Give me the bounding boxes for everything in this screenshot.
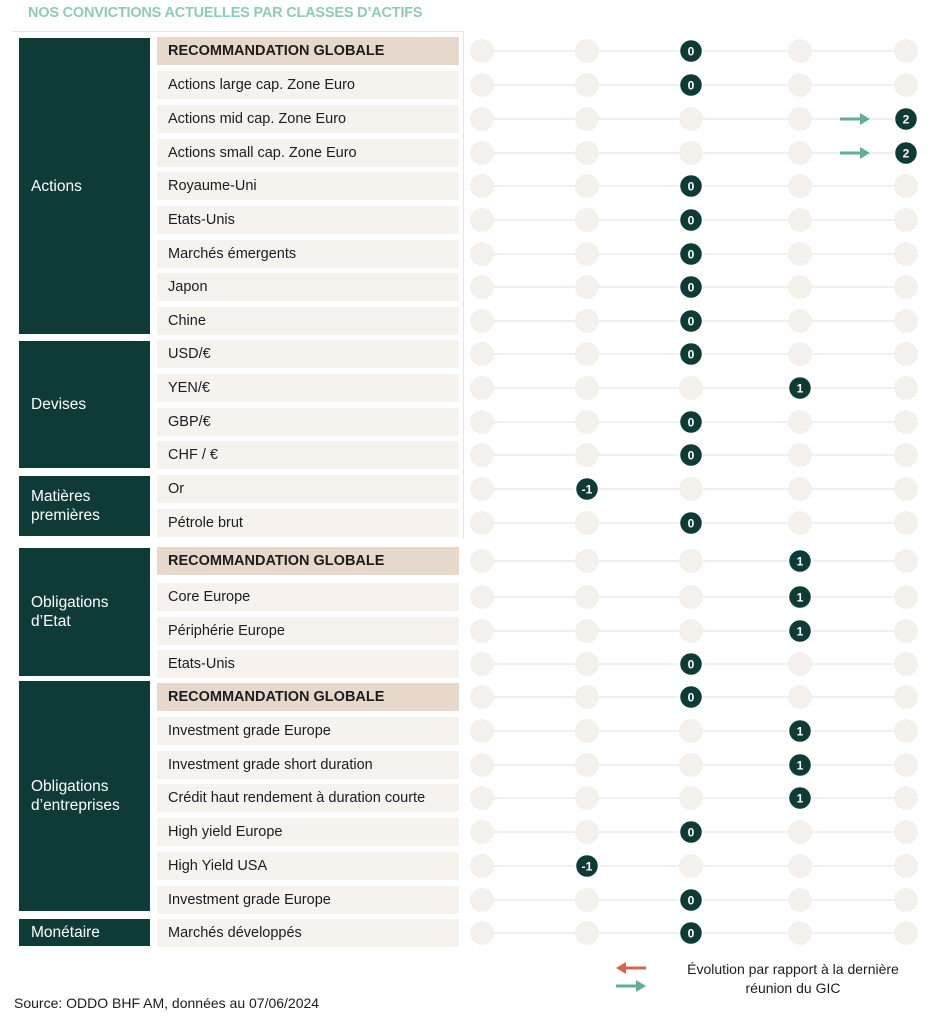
conviction-marker — [680, 512, 703, 535]
scale-slot — [471, 310, 494, 333]
category-label: Actions — [19, 38, 150, 334]
scale-slot — [576, 108, 599, 131]
conviction-marker — [789, 787, 812, 810]
grid-row — [471, 512, 918, 535]
category-label: Devises — [19, 341, 150, 468]
scale-slot — [576, 377, 599, 400]
scale-slot — [471, 209, 494, 232]
scale-slot — [895, 720, 918, 743]
scale-slot — [789, 209, 812, 232]
scale-slot — [895, 512, 918, 535]
conviction-marker — [680, 243, 703, 266]
scale-slot — [789, 653, 812, 676]
scale-slot — [789, 855, 812, 878]
scale-slot — [576, 922, 599, 945]
scale-slot — [789, 108, 812, 131]
scale-slot — [471, 889, 494, 912]
scale-slot — [471, 108, 494, 131]
conviction-marker — [680, 411, 703, 434]
scale-slot — [895, 787, 918, 810]
scale-slot — [576, 175, 599, 198]
scale-slot — [895, 922, 918, 945]
global-recommendation-row: RECOMMANDATION GLOBALE — [157, 547, 459, 575]
scale-slot — [471, 922, 494, 945]
scale-slot — [680, 550, 703, 573]
scale-slot — [789, 276, 812, 299]
conviction-marker — [895, 142, 918, 165]
scale-slot — [895, 243, 918, 266]
asset-row-label: Périphérie Europe — [157, 617, 459, 645]
scale-slot — [895, 411, 918, 434]
scale-slot — [576, 550, 599, 573]
asset-row-label: Etats-Unis — [157, 650, 459, 678]
asset-row-label: Actions small cap. Zone Euro — [157, 139, 459, 167]
asset-row-label: Investment grade Europe — [157, 886, 459, 914]
asset-row-label: Pétrole brut — [157, 509, 459, 537]
grid-row — [471, 550, 918, 573]
marker-value: 0 — [687, 347, 695, 362]
scale-slot — [895, 855, 918, 878]
marker-value: 0 — [687, 448, 695, 463]
conviction-marker — [680, 653, 703, 676]
scale-slot — [680, 620, 703, 643]
scale-slot — [789, 142, 812, 165]
scale-slot — [576, 74, 599, 97]
scale-slot — [576, 209, 599, 232]
marker-value: 0 — [687, 516, 695, 531]
asset-row-label: Etats-Unis — [157, 206, 459, 234]
scale-slot — [895, 550, 918, 573]
conviction-marker — [789, 620, 812, 643]
scale-slot — [680, 142, 703, 165]
grid-row — [471, 653, 918, 676]
arrow-head — [636, 980, 646, 992]
grid-row — [471, 889, 918, 912]
scale-slot — [680, 855, 703, 878]
scale-slot — [680, 754, 703, 777]
marker-value: 0 — [687, 825, 695, 840]
marker-value: 1 — [796, 554, 804, 569]
scale-slot — [471, 720, 494, 743]
scale-slot — [680, 787, 703, 810]
arrow-down-icon — [616, 962, 646, 974]
marker-value: 0 — [687, 893, 695, 908]
scale-slot — [576, 653, 599, 676]
marker-value: 0 — [687, 179, 695, 194]
scale-slot — [576, 40, 599, 63]
scale-slot — [471, 586, 494, 609]
grid-row — [471, 343, 918, 366]
arrow-head — [860, 113, 870, 125]
category-label: Obligations d’entreprises — [19, 681, 150, 911]
legend-arrows — [604, 958, 664, 998]
scale-slot — [471, 243, 494, 266]
scale-slot — [895, 40, 918, 63]
grid-row — [471, 720, 918, 743]
scale-slot — [471, 74, 494, 97]
asset-row-label: Royaume-Uni — [157, 172, 459, 200]
marker-value: 0 — [687, 247, 695, 262]
grid-row — [471, 586, 918, 609]
grid-row — [471, 922, 918, 945]
scale-slot — [680, 377, 703, 400]
scale-slot — [471, 550, 494, 573]
marker-value: 0 — [687, 78, 695, 93]
conviction-marker — [680, 922, 703, 945]
scale-slot — [576, 787, 599, 810]
scale-slot — [680, 478, 703, 501]
scale-slot — [789, 512, 812, 535]
marker-value: -1 — [581, 482, 593, 497]
scale-slot — [895, 310, 918, 333]
chart-title: NOS CONVICTIONS ACTUELLES PAR CLASSES D’ACTIFS — [28, 5, 423, 21]
marker-value: 1 — [796, 590, 804, 605]
marker-value: 0 — [687, 926, 695, 941]
asset-row-label: Crédit haut rendement à duration courte — [157, 784, 459, 812]
marker-value: 0 — [687, 314, 695, 329]
marker-value: 0 — [687, 415, 695, 430]
grid-row — [471, 209, 918, 232]
scale-slot — [471, 512, 494, 535]
asset-row-label: Core Europe — [157, 583, 459, 611]
scale-slot — [789, 821, 812, 844]
scale-slot — [789, 411, 812, 434]
grid-row — [471, 310, 918, 333]
scale-slot — [895, 377, 918, 400]
scale-slot — [471, 653, 494, 676]
scale-slot — [576, 411, 599, 434]
global-recommendation-row: RECOMMANDATION GLOBALE — [157, 37, 459, 65]
scale-slot — [576, 720, 599, 743]
scale-slot — [895, 74, 918, 97]
scale-slot — [680, 720, 703, 743]
scale-slot — [789, 343, 812, 366]
conviction-marker — [680, 821, 703, 844]
scale-slot — [895, 586, 918, 609]
marker-value: 1 — [796, 724, 804, 739]
marker-value: 0 — [687, 44, 695, 59]
scale-slot — [680, 586, 703, 609]
asset-row-label: Marchés émergents — [157, 240, 459, 268]
arrow-up-icon — [840, 147, 870, 159]
scale-slot — [471, 686, 494, 709]
scale-slot — [895, 653, 918, 676]
grid-row — [471, 276, 918, 299]
grid-row — [471, 821, 918, 844]
scale-slot — [576, 889, 599, 912]
scale-slot — [576, 243, 599, 266]
scale-slot — [576, 142, 599, 165]
scale-slot — [789, 40, 812, 63]
grid-row — [471, 175, 918, 198]
conviction-marker — [680, 276, 703, 299]
scale-slot — [576, 620, 599, 643]
scale-slot — [471, 754, 494, 777]
asset-row-label: Actions mid cap. Zone Euro — [157, 105, 459, 133]
scale-slot — [471, 821, 494, 844]
asset-row-label: Chine — [157, 307, 459, 335]
grid-row — [471, 411, 918, 434]
asset-row-label: GBP/€ — [157, 408, 459, 436]
grid-row — [471, 444, 918, 467]
arrow-head — [616, 962, 626, 974]
conviction-marker — [680, 74, 703, 97]
grid-row — [471, 377, 918, 400]
marker-value: 1 — [796, 758, 804, 773]
scale-slot — [576, 512, 599, 535]
scale-slot — [789, 74, 812, 97]
grid-row — [471, 40, 918, 63]
marker-value: 1 — [796, 791, 804, 806]
scale-slot — [471, 787, 494, 810]
source-note: Source: ODDO BHF AM, données au 07/06/2024 — [14, 995, 320, 1011]
asset-row-label: Investment grade short duration — [157, 751, 459, 779]
grid-row — [471, 855, 918, 878]
scale-slot — [789, 444, 812, 467]
arrow-head — [860, 147, 870, 159]
scale-slot — [471, 377, 494, 400]
scale-slot — [789, 478, 812, 501]
asset-row-label: USD/€ — [157, 340, 459, 368]
grid-row — [471, 478, 918, 501]
marker-value: 2 — [902, 146, 910, 161]
scale-slot — [471, 343, 494, 366]
conviction-marker — [680, 40, 703, 63]
scale-slot — [895, 276, 918, 299]
conviction-marker — [680, 686, 703, 709]
scale-slot — [895, 478, 918, 501]
marker-value: 0 — [687, 657, 695, 672]
category-label: Matières premières — [19, 476, 150, 536]
scale-slot — [895, 175, 918, 198]
asset-row-label: Investment grade Europe — [157, 717, 459, 745]
scale-slot — [471, 478, 494, 501]
arrow-up-icon — [616, 980, 646, 992]
scale-slot — [789, 922, 812, 945]
asset-row-label: Japon — [157, 273, 459, 301]
conviction-marker — [789, 720, 812, 743]
marker-value: -1 — [581, 859, 593, 874]
conviction-marker — [789, 754, 812, 777]
conviction-marker — [789, 377, 812, 400]
scale-slot — [576, 821, 599, 844]
scale-slot — [789, 243, 812, 266]
scale-slot — [895, 889, 918, 912]
conviction-marker — [680, 209, 703, 232]
asset-row-label: High yield Europe — [157, 818, 459, 846]
conviction-marker — [576, 855, 599, 878]
marker-value: 0 — [687, 213, 695, 228]
marker-value: 0 — [687, 690, 695, 705]
scale-slot — [895, 209, 918, 232]
category-label: Monétaire — [19, 919, 150, 946]
scale-slot — [471, 142, 494, 165]
legend-text: Évolution par rapport à la dernière réunion du GIC — [687, 961, 899, 996]
scale-slot — [895, 754, 918, 777]
scale-slot — [471, 444, 494, 467]
marker-value: 1 — [796, 624, 804, 639]
conviction-marker — [680, 175, 703, 198]
scale-slot — [789, 175, 812, 198]
scale-slot — [471, 411, 494, 434]
scale-slot — [576, 276, 599, 299]
conviction-marker — [895, 108, 918, 131]
scale-slot — [471, 620, 494, 643]
scale-slot — [471, 175, 494, 198]
arrow-up-icon — [840, 113, 870, 125]
scale-slot — [680, 108, 703, 131]
scale-slot — [895, 343, 918, 366]
grid-row — [471, 787, 918, 810]
conviction-marker — [680, 310, 703, 333]
scale-slot — [789, 686, 812, 709]
conviction-marker — [789, 550, 812, 573]
grid-row — [471, 142, 918, 165]
scale-slot — [576, 444, 599, 467]
scale-slot — [471, 855, 494, 878]
asset-row-label: Marchés développés — [157, 919, 459, 947]
conviction-marker — [789, 586, 812, 609]
asset-row-label: Actions large cap. Zone Euro — [157, 71, 459, 99]
scale-slot — [471, 40, 494, 63]
scale-slot — [576, 586, 599, 609]
grid-row — [471, 620, 918, 643]
scale-slot — [789, 310, 812, 333]
scale-slot — [471, 276, 494, 299]
scale-slot — [576, 343, 599, 366]
scale-slot — [789, 889, 812, 912]
asset-row-label: High Yield USA — [157, 852, 459, 880]
conviction-marker — [680, 889, 703, 912]
marker-value: 0 — [687, 280, 695, 295]
grid-row — [471, 754, 918, 777]
conviction-marker — [680, 444, 703, 467]
scale-slot — [576, 686, 599, 709]
scale-slot — [895, 686, 918, 709]
asset-row-label: CHF / € — [157, 441, 459, 469]
grid-row — [471, 74, 918, 97]
grid-row — [471, 108, 918, 131]
scale-slot — [895, 444, 918, 467]
conviction-marker — [576, 478, 599, 501]
asset-row-label: YEN/€ — [157, 374, 459, 402]
asset-row-label: Or — [157, 475, 459, 503]
global-recommendation-row: RECOMMANDATION GLOBALE — [157, 683, 459, 711]
grid-row — [471, 686, 918, 709]
scale-slot — [895, 821, 918, 844]
marker-value: 1 — [796, 381, 804, 396]
category-label: Obligations d’Etat — [19, 548, 150, 676]
scale-slot — [576, 754, 599, 777]
grid-row — [471, 243, 918, 266]
scale-slot — [895, 620, 918, 643]
scale-slot — [576, 310, 599, 333]
conviction-marker — [680, 343, 703, 366]
marker-value: 2 — [902, 112, 910, 127]
